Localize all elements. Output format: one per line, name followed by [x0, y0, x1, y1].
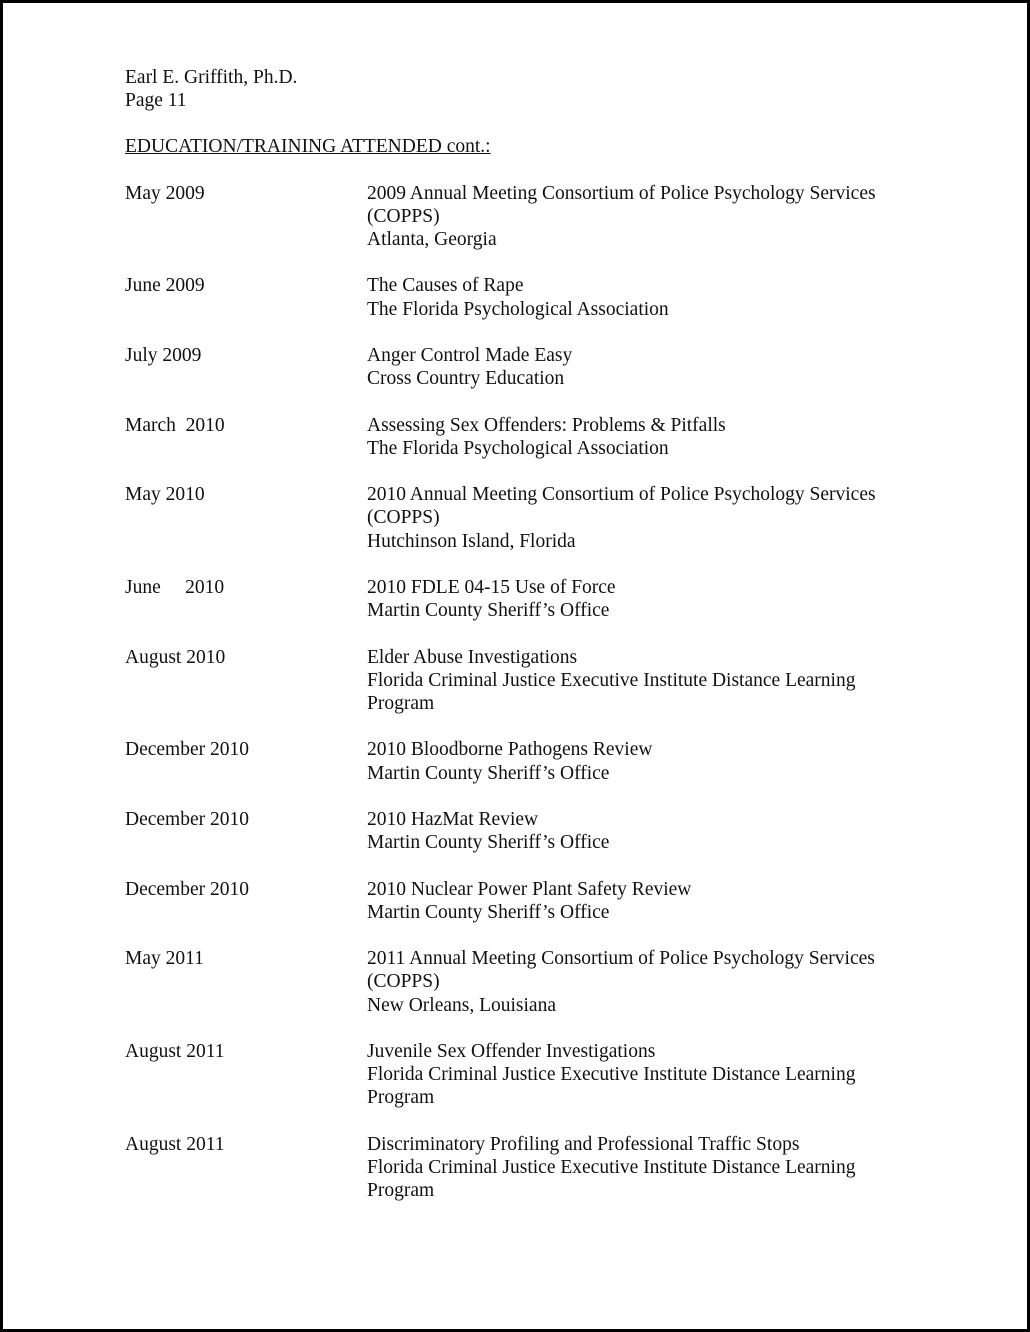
entry-line: Program	[367, 692, 435, 714]
entry-date: May 2009	[125, 182, 205, 204]
training-entry	[125, 1133, 925, 1203]
entry-line: The Florida Psychological Association	[367, 437, 669, 459]
training-entry	[125, 576, 925, 622]
entry-line: Assessing Sex Offenders: Problems & Pitfalls	[367, 414, 726, 436]
entry-line: 2009 Annual Meeting Consortium of Police Psychology Services	[367, 182, 876, 204]
entry-date: May 2010	[125, 484, 205, 506]
entry-details	[367, 1133, 925, 1203]
entry-line: (COPPS)	[367, 971, 440, 993]
entry-date: August 2011	[125, 1133, 225, 1155]
training-entry	[125, 738, 925, 784]
training-entry	[125, 646, 925, 716]
entry-line: 2010 FDLE 04-15 Use of Force	[367, 576, 616, 598]
entry-date: May 2011	[125, 948, 204, 970]
entry-details	[367, 808, 925, 854]
entry-line: Martin County Sheriff’s Office	[367, 901, 610, 923]
entry-date: June 2009	[125, 275, 205, 297]
entry-line: (COPPS)	[367, 205, 440, 227]
entry-line: Florida Criminal Justice Executive Institute Distance Learning	[367, 1064, 856, 1086]
author-name: Earl E. Griffith, Ph.D.	[125, 67, 298, 88]
entry-details	[367, 738, 925, 784]
training-entry	[125, 808, 925, 854]
training-entry	[125, 1040, 925, 1110]
entry-date: December 2010	[125, 878, 249, 900]
entry-line: Martin County Sheriff’s Office	[367, 832, 610, 854]
entry-line: Juvenile Sex Offender Investigations	[367, 1040, 656, 1062]
entry-line: Florida Criminal Justice Executive Institute Distance Learning	[367, 669, 856, 691]
training-entry	[125, 483, 925, 553]
entry-details	[367, 947, 925, 1017]
entry-details	[367, 1040, 925, 1110]
entry-line: Program	[367, 1180, 435, 1202]
entry-line: Program	[367, 1087, 435, 1109]
training-entry	[125, 182, 925, 252]
entry-date: December 2010	[125, 739, 249, 761]
entry-line: Hutchinson Island, Florida	[367, 530, 576, 552]
entry-details	[367, 483, 925, 553]
page-content	[125, 66, 925, 1226]
entry-line: 2010 HazMat Review	[367, 808, 539, 830]
entry-date: June 2010	[125, 576, 225, 598]
entry-line: The Florida Psychological Association	[367, 298, 669, 320]
entry-date: March 2010	[125, 414, 225, 436]
training-entry	[125, 414, 925, 460]
entry-details	[367, 414, 925, 460]
entry-date: August 2011	[125, 1040, 225, 1062]
entry-line: Elder Abuse Investigations	[367, 646, 578, 668]
training-entry	[125, 274, 925, 320]
entry-line: 2011 Annual Meeting Consortium of Police Psychology Services	[367, 948, 875, 970]
entry-details	[367, 646, 925, 716]
entry-line: Atlanta, Georgia	[367, 229, 497, 251]
entry-details	[367, 344, 925, 390]
entry-line: (COPPS)	[367, 507, 440, 529]
entry-line: Cross Country Education	[367, 368, 565, 390]
entry-line: 2010 Nuclear Power Plant Safety Review	[367, 878, 692, 900]
training-entry	[125, 878, 925, 924]
entry-details	[367, 182, 925, 252]
section-title: EDUCATION/TRAINING ATTENDED cont.:	[125, 136, 491, 158]
page-number: Page 11	[125, 90, 187, 112]
entry-date: August 2010	[125, 646, 226, 668]
training-entry	[125, 344, 925, 390]
entry-line: Martin County Sheriff’s Office	[367, 600, 610, 622]
entry-line: New Orleans, Louisiana	[367, 994, 556, 1016]
entry-line: Florida Criminal Justice Executive Institute Distance Learning	[367, 1156, 856, 1178]
entry-date: December 2010	[125, 808, 249, 830]
training-entries	[125, 182, 925, 1203]
entry-line: Anger Control Made Easy	[367, 345, 573, 366]
entry-line: 2010 Bloodborne Pathogens Review	[367, 739, 653, 761]
training-entry	[125, 947, 925, 1017]
entry-line: Martin County Sheriff’s Office	[367, 762, 610, 784]
entry-details	[367, 576, 925, 622]
entry-line: Discriminatory Profiling and Professional Traffic Stops	[367, 1133, 800, 1155]
entry-line: 2010 Annual Meeting Consortium of Police Psychology Services	[367, 484, 876, 506]
entry-details	[367, 274, 925, 320]
entry-line: The Causes of Rape	[367, 275, 524, 297]
entry-date: July 2009	[125, 345, 202, 366]
page-header	[125, 66, 925, 112]
entry-details	[367, 878, 925, 924]
